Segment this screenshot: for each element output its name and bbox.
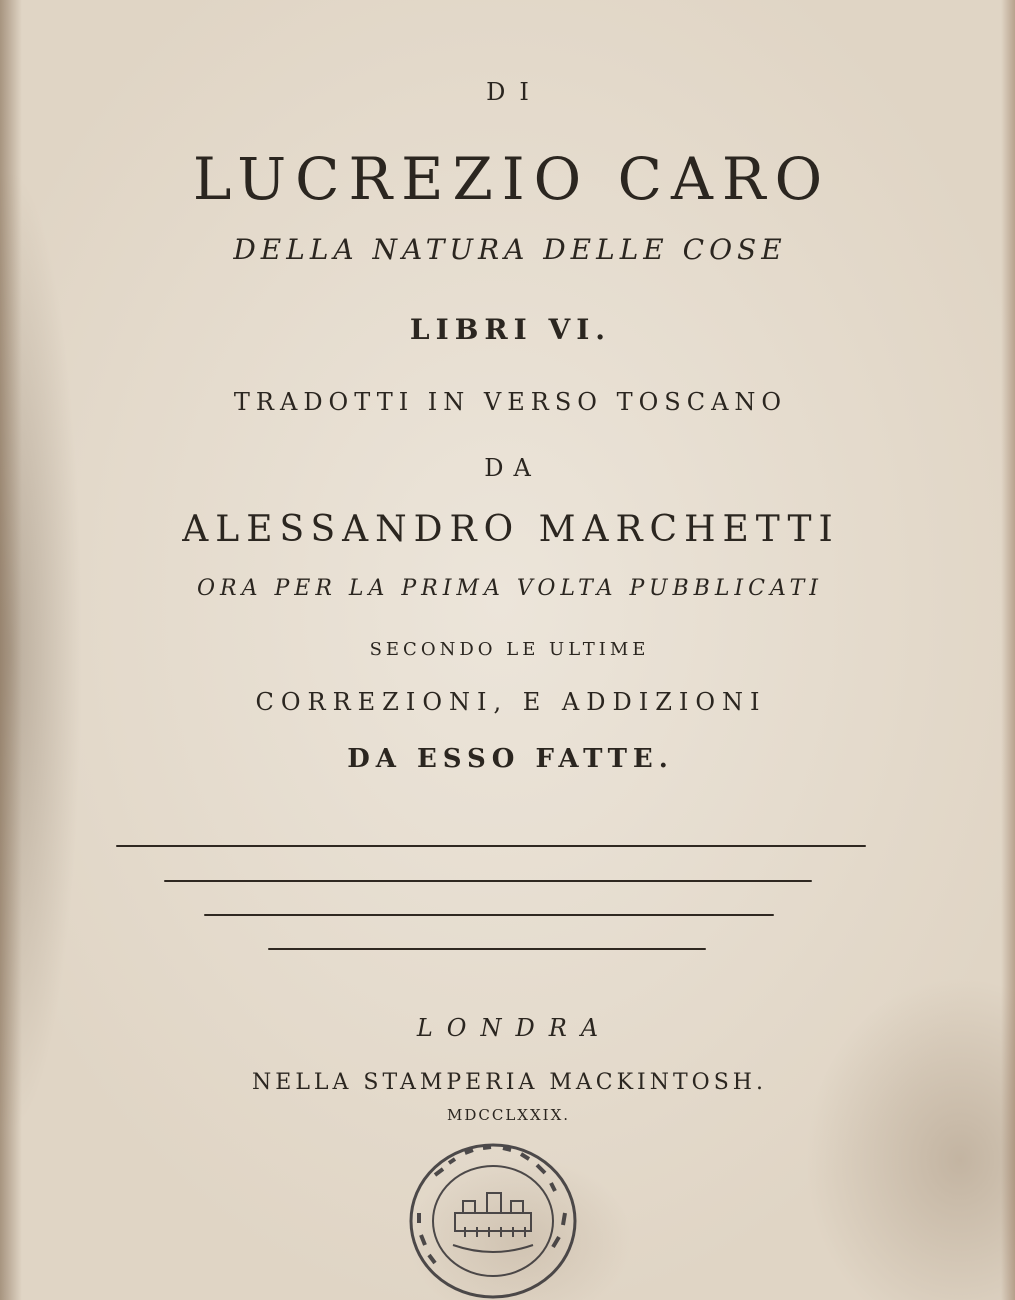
translator-name: ALESSANDRO MARCHETTI (182, 509, 840, 550)
corrections-line: CORREZIONI, E ADDIZIONI (255, 688, 767, 716)
title-line-di: DI (486, 78, 543, 106)
translated-line: TRADOTTI IN VERSO TOSCANO (233, 388, 788, 416)
made-line: DA ESSO FATTE. (347, 744, 674, 774)
work-title: DELLA NATURA DELLE COSE (233, 233, 787, 266)
ornamental-rule-1 (116, 845, 866, 847)
ornamental-rule-3 (204, 914, 774, 916)
ornamental-rule-2 (164, 880, 812, 882)
ornamental-rule-4 (268, 948, 706, 950)
author-name: LUCREZIO CARO (192, 145, 832, 213)
books-count: LIBRI VI. (409, 313, 612, 346)
by-line: DA (484, 454, 541, 482)
printer-line: NELLA STAMPERIA MACKINTOSH. (252, 1070, 767, 1095)
year-line: MDCCLXXIX. (446, 1106, 571, 1124)
city-line: LONDRA (416, 1014, 613, 1042)
first-published-line: ORA PER LA PRIMA VOLTA PUBBLICATI (196, 576, 824, 601)
library-stamp-icon (405, 1135, 581, 1300)
according-line: SECONDO LE ULTIME (369, 639, 650, 660)
